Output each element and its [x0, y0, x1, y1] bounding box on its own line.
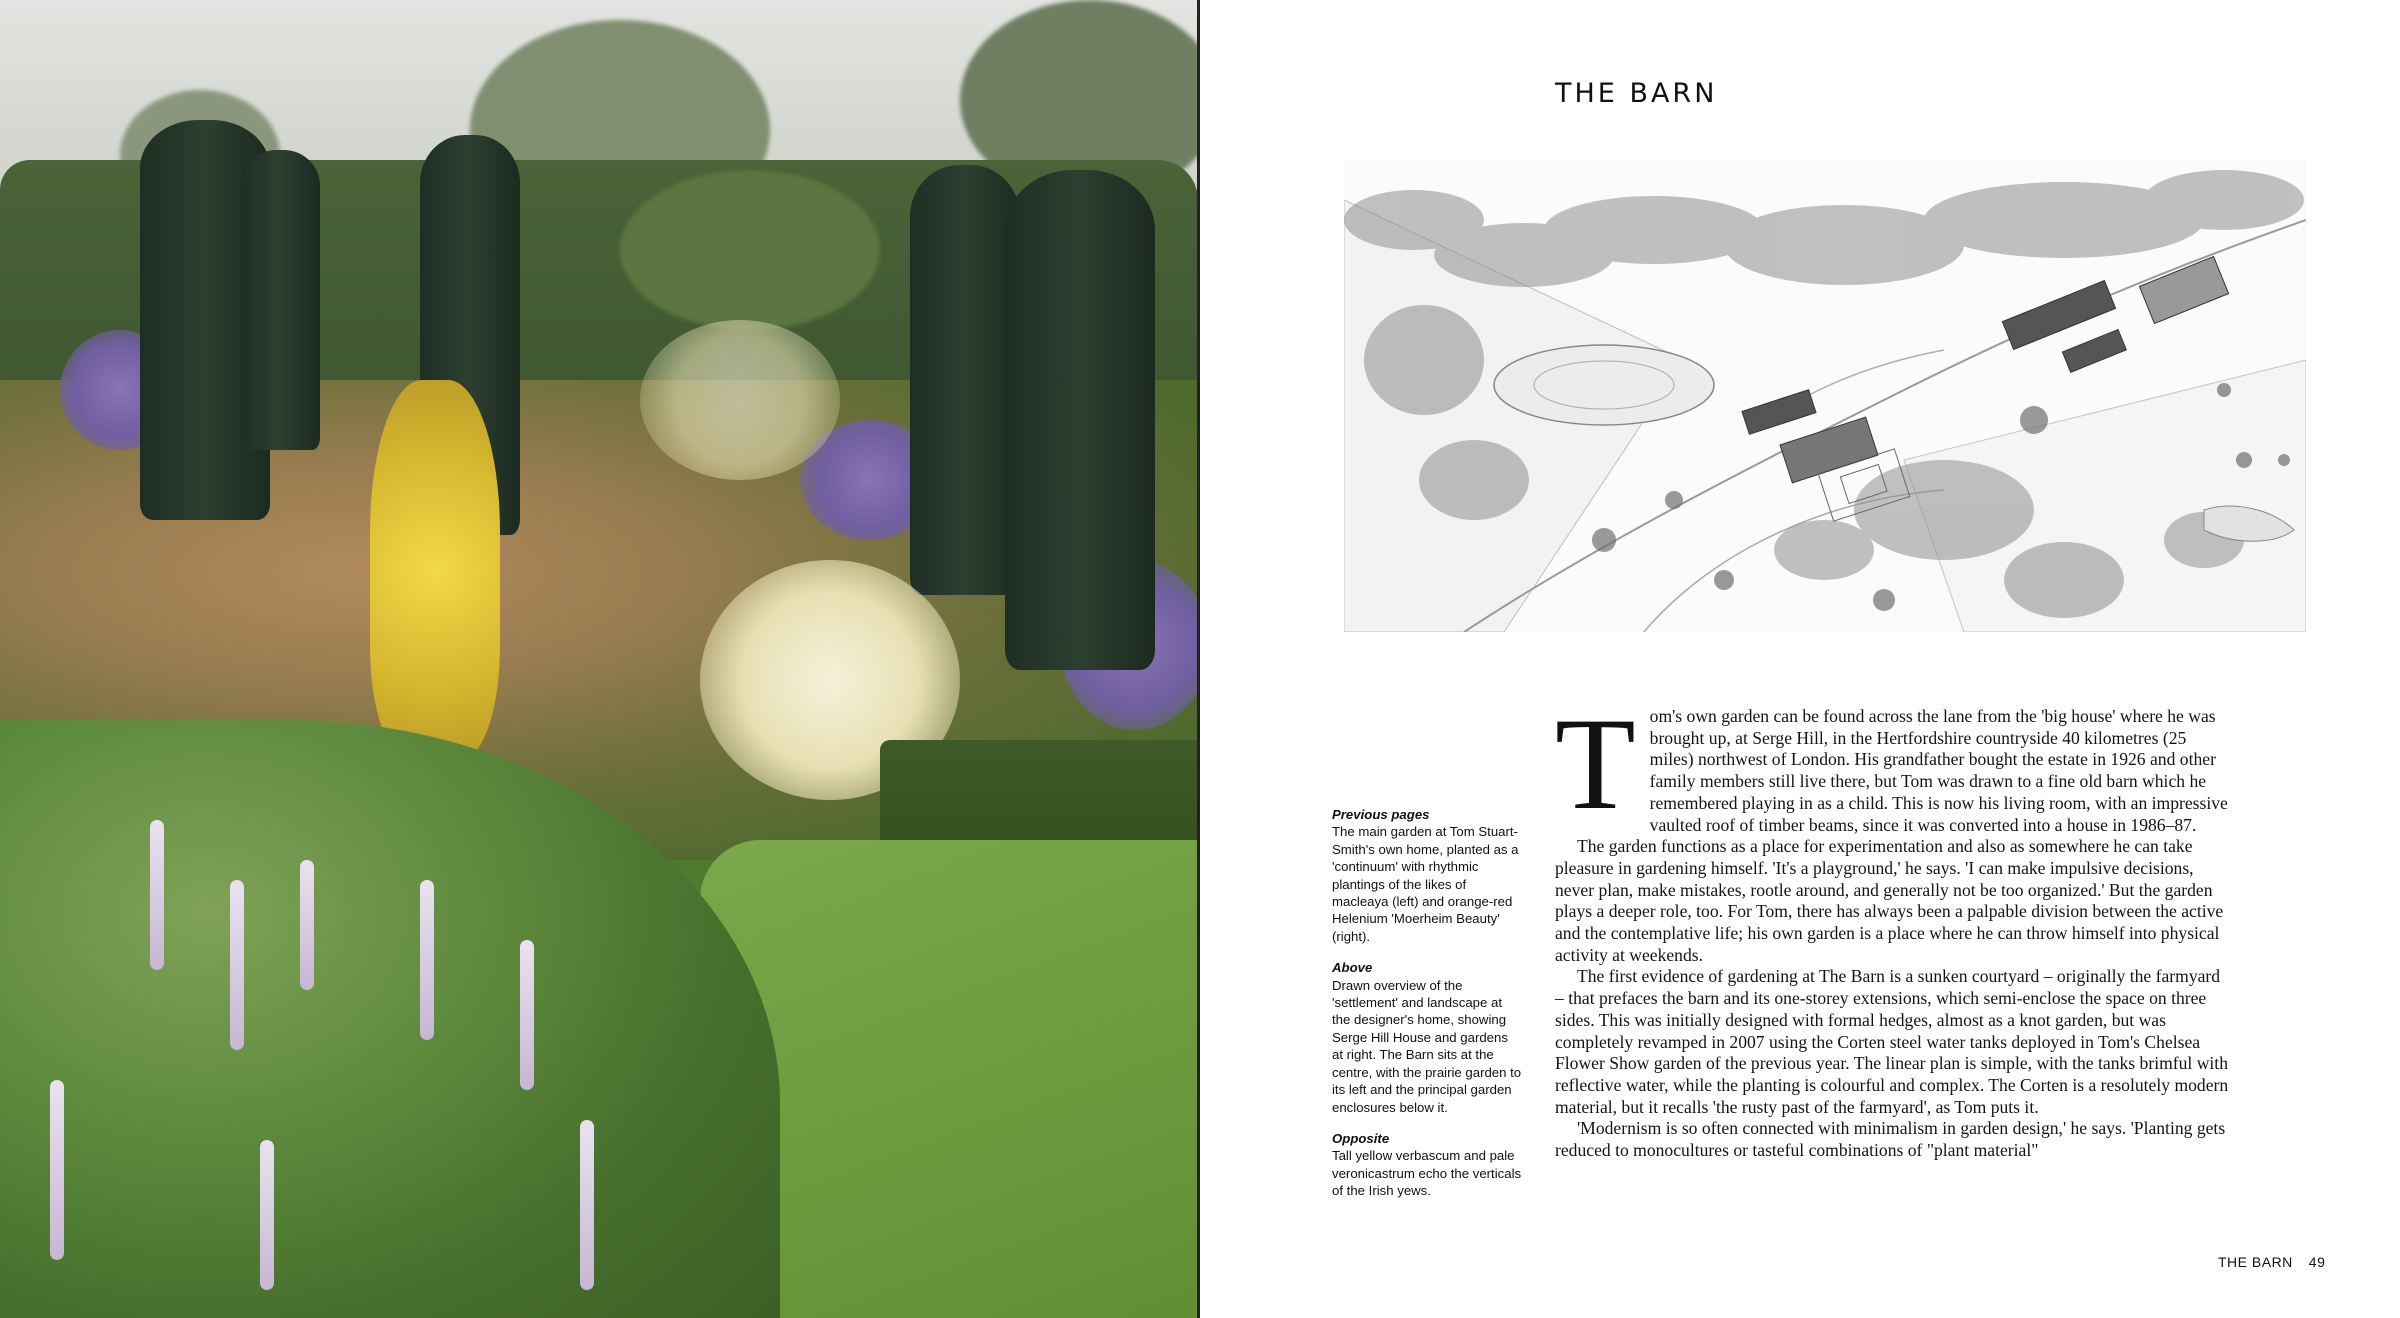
yellow-verbascum [370, 380, 500, 760]
body-paragraph: The garden functions as a place for experimentation and also as somewhere he can take pleasure in gardening himself. 'It's a playground,' he says. 'I can make impulsive decisions, never plan, make mistakes, rootle around, and generally not be too organized.' But the garden plays a deeper role, too. For Tom, there has always been a palpable division between the active and the contemplative life; his own garden is a place where he can throw himself into physical activity at weekends. [1555, 836, 2224, 965]
caption-above [1332, 959, 1522, 1116]
irish-yew [1005, 170, 1155, 670]
page-gutter [1197, 0, 1200, 1318]
pencil-drawing [1344, 160, 2306, 632]
running-head: THE BARN [2218, 1254, 2293, 1270]
veronicastrum-spike [520, 940, 534, 1090]
hedge-tree [620, 170, 880, 330]
body-paragraph [1555, 690, 2229, 837]
caption-text: Drawn overview of the 'settlement' and landscape at the designer's home, showing Serge Hill House and gardens at right. The Barn sits at the centre, with the prairie garden to its left and the principal garden enclosures below it. [1332, 977, 1522, 1115]
irish-yew [240, 150, 320, 450]
garden-photograph [0, 0, 1198, 1318]
caption-text: The main garden at Tom Stuart-Smith's own home, planted as a 'continuum' with rhythmic plantings of the likes of macleaya (left) and orange-red Helenium 'Moerheim Beauty' (right). [1332, 824, 1519, 944]
caption-opposite [1332, 1130, 1522, 1200]
veronicastrum-spike [260, 1140, 274, 1290]
caption-heading: Previous pages [1332, 807, 1430, 822]
veronicastrum-spike [230, 880, 244, 1050]
veronicastrum-spike [150, 820, 164, 970]
body-paragraph: The first evidence of gardening at The Barn is a sunken courtyard – originally the farmyard – that prefaces the barn and its one-storey extensions, which semi-enclose the space on three sides. This was initially designed with formal hedges, almost as a knot garden, but was completely revamped in 2007 using the Corten steel water tanks deployed in Tom's Chelsea Flower Show garden of the previous year. The linear plan is simple, with the tanks brimful with reflective water, while the planting is colourful and complex. The Corten is a resolutely modern material, but it recalls 'the rusty past of the farmyard', as Tom puts it. [1555, 966, 2229, 1117]
caption-previous-pages [1332, 806, 1522, 945]
drop-cap: T [1555, 690, 1636, 837]
page-footer [2212, 1254, 2325, 1270]
veronicastrum-spike [300, 860, 314, 990]
box-hedge [880, 740, 1198, 855]
caption-heading: Opposite [1332, 1130, 1390, 1146]
body-paragraph: 'Modernism is so often connected with minimalism in garden design,' he says. 'Planting gets reduced to monocultures or tasteful combinations of "plant material" [1555, 1118, 2226, 1161]
captions-column [1332, 806, 1522, 1214]
caption-heading: Above [1332, 960, 1373, 976]
caption-text: Tall yellow verbascum and pale veronicastrum echo the verticals of the Irish yews. [1332, 1148, 1522, 1199]
page-title: THE BARN [1555, 78, 1718, 109]
paragraph-text: om's own garden can be found across the lane from the 'big house' where he was brought up, at Serge Hill, in the Hertfordshire countryside 40 kilometres (25 miles) northwest of London. His grandfather bought the estate in 1926 and other family members still live there, but Tom was drawn to a fine old barn which he remembered playing in as a child. This is now his living room, with an impressive vaulted roof of timber beams, since it was converted into a house in 1986–87. [1649, 706, 2228, 835]
veronicastrum-spike [420, 880, 434, 1040]
veronicastrum-spike [580, 1120, 594, 1290]
page-number: 49 [2308, 1254, 2326, 1270]
irish-yew [910, 165, 1020, 595]
white-flowers [640, 320, 840, 480]
estate-overview-drawing [1344, 160, 2306, 632]
body-text [1555, 690, 2229, 1162]
veronicastrum-spike [50, 1080, 64, 1260]
